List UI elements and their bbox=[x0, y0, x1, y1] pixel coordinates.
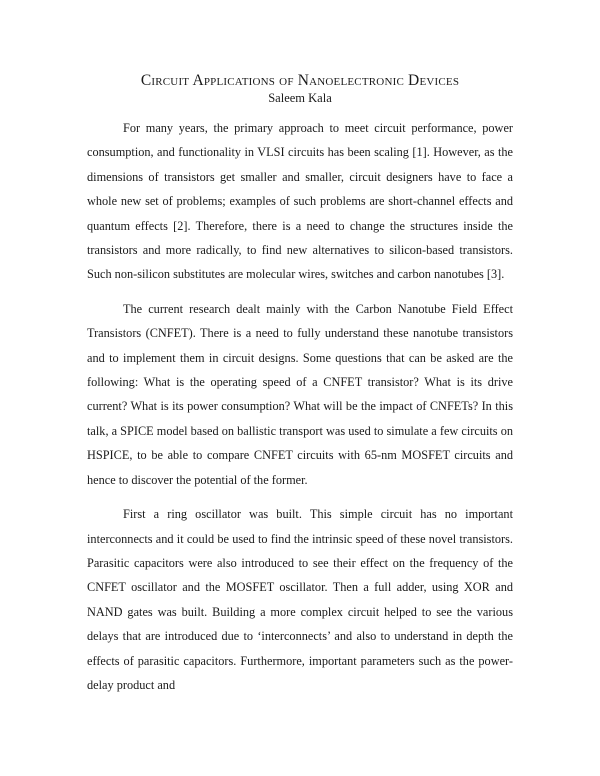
paper-title-text: Circuit Applications of Nanoelectronic Devices bbox=[140, 72, 460, 89]
body-paragraph-1: For many years, the primary approach to meet circuit performance, power consumption, and functionality in VLSI circuits has been scaling [1]. However, as the dimensions of transistors get smaller and smaller, circuit designers have to face a whole new set of problems; examples of such problems are short-channel effects and quantum effects [2]. Therefore, there is a need to change the structures inside the transistors and more radically, to find new alternatives to silicon-based transistors. Such non-silicon substitutes are molecular wires, switches and carbon nanotubes [3]. bbox=[87, 121, 513, 282]
paper-title bbox=[87, 72, 513, 90]
paper-author: Saleem Kala bbox=[268, 91, 332, 105]
body-paragraph-2: The current research dealt mainly with the Carbon Nanotube Field Effect Transistors (CNFET). There is a need to fully understand these nanotube transistors and to implement them in circuit designs. Some questions that can be asked are the following: What is the operating speed of a CNFET transistor? What is its drive current? What is its power consumption? What will be the impact of CNFETs? In this talk, a SPICE model based on ballistic transport was used to simulate a few circuits on HSPICE, to be able to compare CNFET circuits with 65-nm MOSFET circuits and hence to discover the potential of the former. bbox=[87, 301, 513, 487]
body-paragraph-3: First a ring oscillator was built. This simple circuit has no important interconnects and it could be used to find the intrinsic speed of these novel transistors. Parasitic capacitors were also introduced to see their effect on the frequency of the CNFET oscillator and the MOSFET oscillator. Then a full adder, using XOR and NAND gates was built. Building a more complex circuit helped to see the various delays that are introduced due to ‘interconnects’ and also to understand in depth the effects of parasitic capacitors. Furthermore, important parameters such as the power-delay product and bbox=[87, 507, 513, 692]
paper-page bbox=[87, 72, 513, 697]
